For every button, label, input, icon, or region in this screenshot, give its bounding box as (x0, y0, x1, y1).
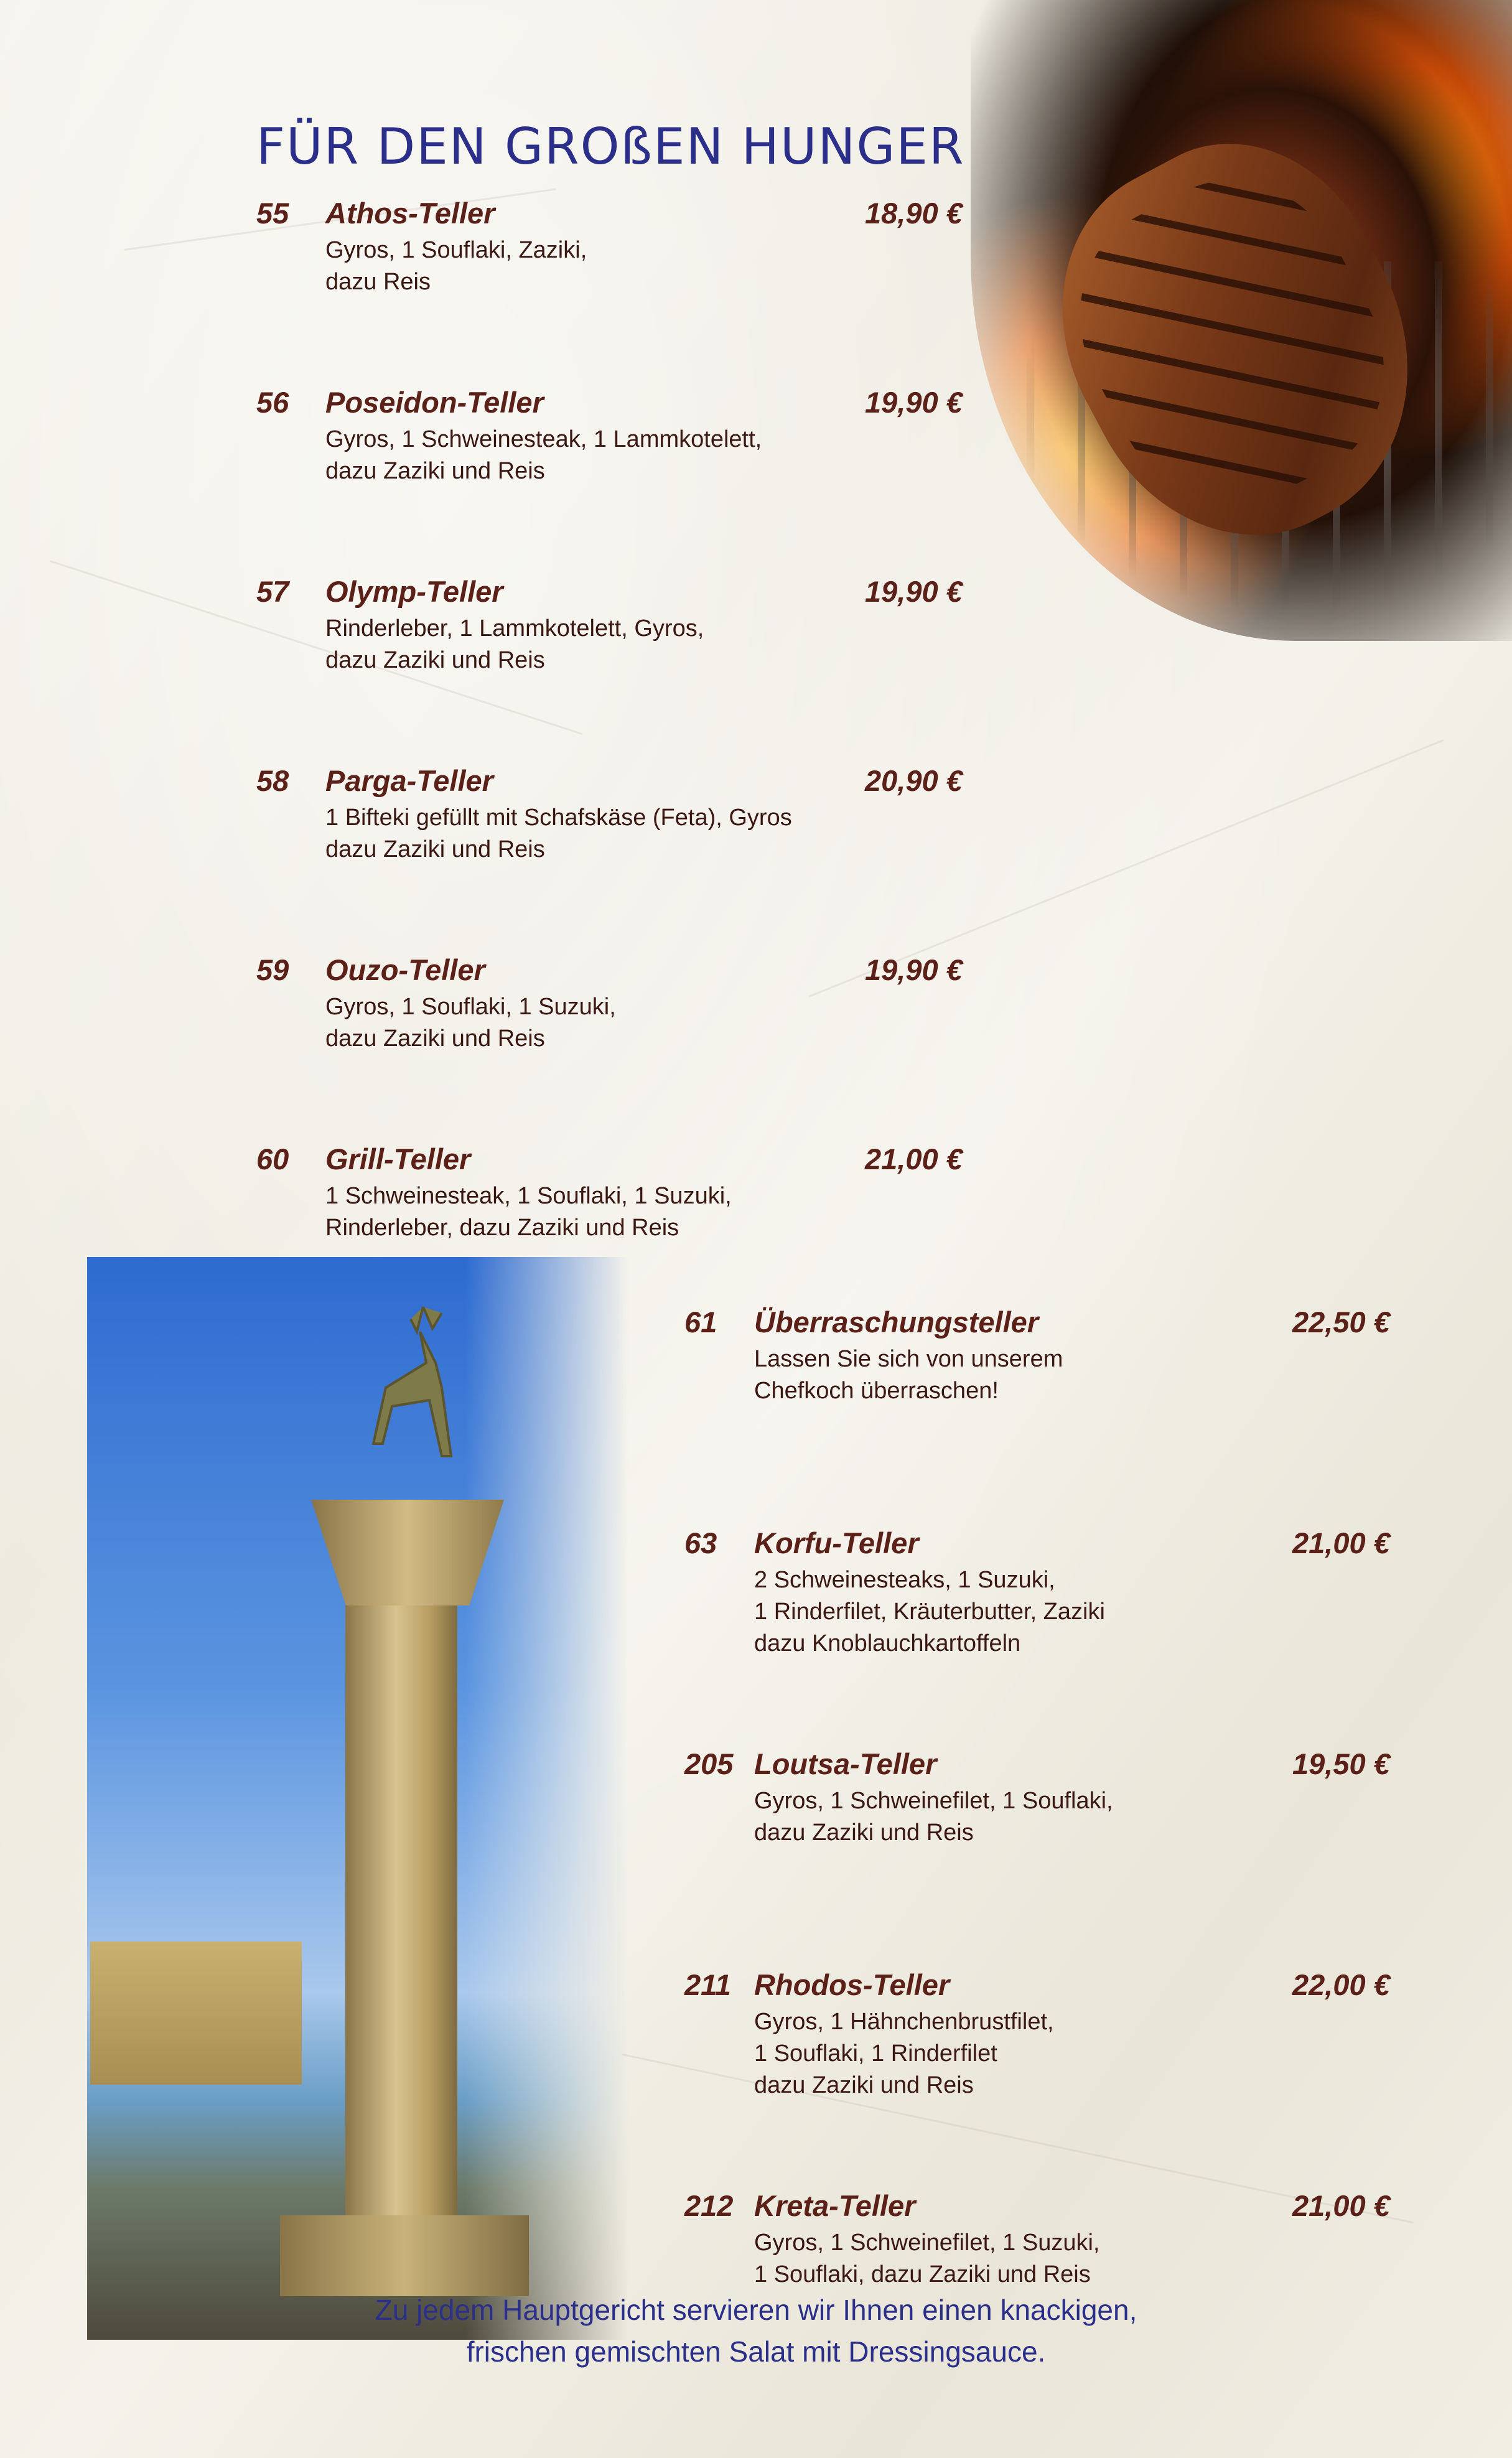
menu-item-number: 59 (256, 953, 289, 986)
menu-item-price: 19,90 € (865, 386, 963, 419)
menu-item-description: 1 Rinderfilet, Kräuterbutter, Zaziki (754, 1599, 1105, 1625)
menu-item-description: Chefkoch überraschen! (754, 1378, 999, 1404)
menu-item-description: dazu Zaziki und Reis (754, 1820, 974, 1846)
menu-item-description: dazu Reis (325, 269, 431, 295)
menu-item-description: Gyros, 1 Souflaki, 1 Suzuki, (325, 994, 616, 1020)
menu-item-price: 22,00 € (1292, 1968, 1390, 2001)
menu-item-description: Gyros, 1 Souflaki, Zaziki, (325, 237, 587, 263)
menu-item-number: 63 (684, 1526, 717, 1559)
menu-item-number: 56 (256, 386, 289, 419)
footer-note-line-1: Zu jedem Hauptgericht servieren wir Ihnen einen knackigen, (375, 2294, 1137, 2326)
menu-item-name: Rhodos-Teller (754, 1968, 950, 2001)
deer-statue-icon (348, 1294, 492, 1500)
footer-note-line-2: frischen gemischten Salat mit Dressingsauce. (466, 2335, 1046, 2368)
menu-item-price: 19,50 € (1292, 1747, 1390, 1780)
menu-item-description: 1 Bifteki gefüllt mit Schafskäse (Feta), Gyros (325, 805, 792, 831)
menu-item-name: Korfu-Teller (754, 1526, 919, 1559)
menu-item-description: dazu Zaziki und Reis (754, 2072, 974, 2098)
menu-item-description: dazu Zaziki und Reis (325, 647, 545, 673)
menu-item-name: Grill-Teller (325, 1143, 471, 1175)
menu-item-number: 61 (684, 1306, 717, 1339)
menu-item-description: Rinderleber, dazu Zaziki und Reis (325, 1215, 679, 1241)
menu-item-name: Poseidon-Teller (325, 386, 544, 419)
menu-item-number: 60 (256, 1143, 289, 1175)
menu-item-description: Gyros, 1 Schweinefilet, 1 Suzuki, (754, 2230, 1100, 2256)
menu-item-price: 21,00 € (1292, 1526, 1390, 1559)
menu-item-number: 55 (256, 197, 289, 230)
menu-item-name: Athos-Teller (325, 197, 495, 230)
menu-item-number: 57 (256, 575, 289, 608)
column-base (280, 2215, 529, 2296)
menu-item-description: Gyros, 1 Schweinesteak, 1 Lammkotelett, (325, 426, 762, 452)
menu-item-description: dazu Knoblauchkartoffeln (754, 1630, 1021, 1657)
menu-item-description: Rinderleber, 1 Lammkotelett, Gyros, (325, 615, 704, 642)
menu-item-name: Überraschungsteller (754, 1306, 1039, 1339)
menu-item-price: 22,50 € (1292, 1306, 1390, 1339)
menu-item-price: 19,90 € (865, 953, 963, 986)
menu-item-description: 2 Schweinesteaks, 1 Suzuki, (754, 1567, 1055, 1593)
menu-item-number: 58 (256, 764, 289, 797)
menu-item-description: dazu Zaziki und Reis (325, 458, 545, 484)
menu-item-description: dazu Zaziki und Reis (325, 1026, 545, 1052)
menu-item-description: Lassen Sie sich von unserem (754, 1346, 1063, 1372)
menu-item-price: 19,90 € (865, 575, 963, 608)
menu-item-number: 212 (684, 2189, 734, 2222)
menu-item-name: Olymp-Teller (325, 575, 503, 608)
menu-item-price: 21,00 € (865, 1143, 963, 1175)
menu-item-number: 211 (684, 1968, 731, 2001)
menu-item-description: 1 Souflaki, dazu Zaziki und Reis (754, 2261, 1091, 2287)
fortress-image (90, 1942, 302, 2085)
menu-item-price: 20,90 € (865, 764, 963, 797)
menu-item-description: Gyros, 1 Schweinefilet, 1 Souflaki, (754, 1788, 1113, 1814)
menu-item-name: Loutsa-Teller (754, 1747, 937, 1780)
page-title: FÜR DEN GROßEN HUNGER (256, 117, 965, 175)
menu-item-description: Gyros, 1 Hähnchenbrustfilet, (754, 2009, 1054, 2035)
menu-item-price: 21,00 € (1292, 2189, 1390, 2222)
stone-column (345, 1593, 457, 2215)
menu-item-number: 205 (684, 1747, 734, 1780)
menu-item-description: 1 Souflaki, 1 Rinderfilet (754, 2040, 997, 2067)
menu-item-name: Parga-Teller (325, 764, 493, 797)
menu-item-price: 18,90 € (865, 197, 963, 230)
menu-item-description: 1 Schweinesteak, 1 Souflaki, 1 Suzuki, (325, 1183, 732, 1209)
menu-item-description: dazu Zaziki und Reis (325, 836, 545, 862)
menu-item-name: Kreta-Teller (754, 2189, 916, 2222)
menu-item-name: Ouzo-Teller (325, 953, 485, 986)
